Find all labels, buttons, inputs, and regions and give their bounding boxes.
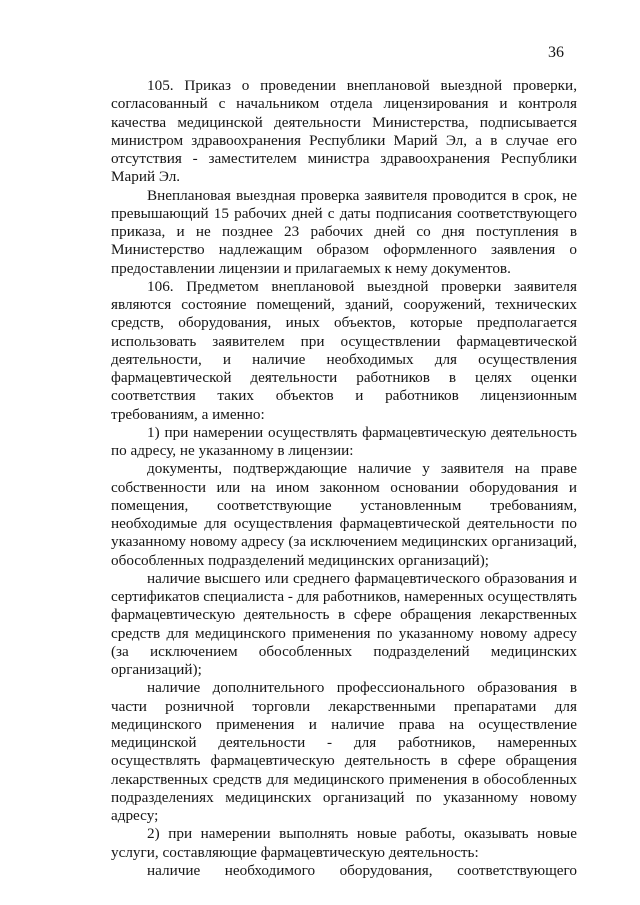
paragraph-item-2: 2) при намерении выполнять новые работы, оказывать новые услуги, составляющие фармацевтическую деятельность: [111,825,577,861]
page-number: 36 [548,44,564,61]
paragraph-documents: документы, подтверждающие наличие у заявителя на праве собственности или на ином законном основании оборудования и помещения, соответствующие установленным требованиям, необходимые для осуществления фармацевтической деятельности по указанному новому адресу (за исключением медицинских организаций, обособленных подразделений медицинских организаций); [111,460,577,569]
paragraph-additional-education: наличие дополнительного профессионального образования в части розничной торговли лекарственными препаратами для медицинского применения и наличие права на осуществление медицинской деятельности - для работников, намеренных осуществлять фармацевтическую деятельность в сфере обращения лекарственных средств для медицинского применения в обособленных подразделениях медицинских организаций по указанному новому адресу; [111,679,577,824]
document-body [111,77,577,880]
paragraph-equipment: наличие необходимого оборудования, соответствующего [147,861,577,879]
paragraph-education-certificates: наличие высшего или среднего фармацевтического образования и сертификатов специалиста - для работников, намеренных осуществлять фармацевтическую деятельность в сфере обращения лекарственных средств для медицинского применения по указанному новому адресу (за исключением обособленных подразделений медицинских организаций); [111,569,577,678]
paragraph-105: 105. Приказ о проведении внеплановой выездной проверки, согласованный с начальником отдела лицензирования и контроля качества медицинской деятельности Министерства, подписывается министром здравоохранения Республики Марий Эл, а в случае его отсутствия - заместителем министра здравоохранения Республики Марий Эл. [111,77,577,186]
paragraph-item-1: 1) при намерении осуществлять фармацевтическую деятельность по адресу, не указанному в лицензии: [111,423,577,459]
paragraph-inspection-term: Внеплановая выездная проверка заявителя проводится в срок, не превышающий 15 рабочих дней с даты подписания соответствующего приказа, и не позднее 23 рабочих дней со дня поступления в Министерство надлежащим образом оформленного заявления о предоставлении лицензии и прилагаемых к нему документов. [111,186,577,277]
paragraph-106: 106. Предметом внеплановой выездной проверки заявителя являются состояние помещений, зданий, сооружений, технических средств, оборудования, иных объектов, которые предполагается использовать заявителем при осуществлении фармацевтической деятельности, и наличие необходимых для осуществления фармацевтической деятельности работников в целях оценки соответствия таких объектов и работников лицензионным требованиям, а именно: [111,277,577,423]
